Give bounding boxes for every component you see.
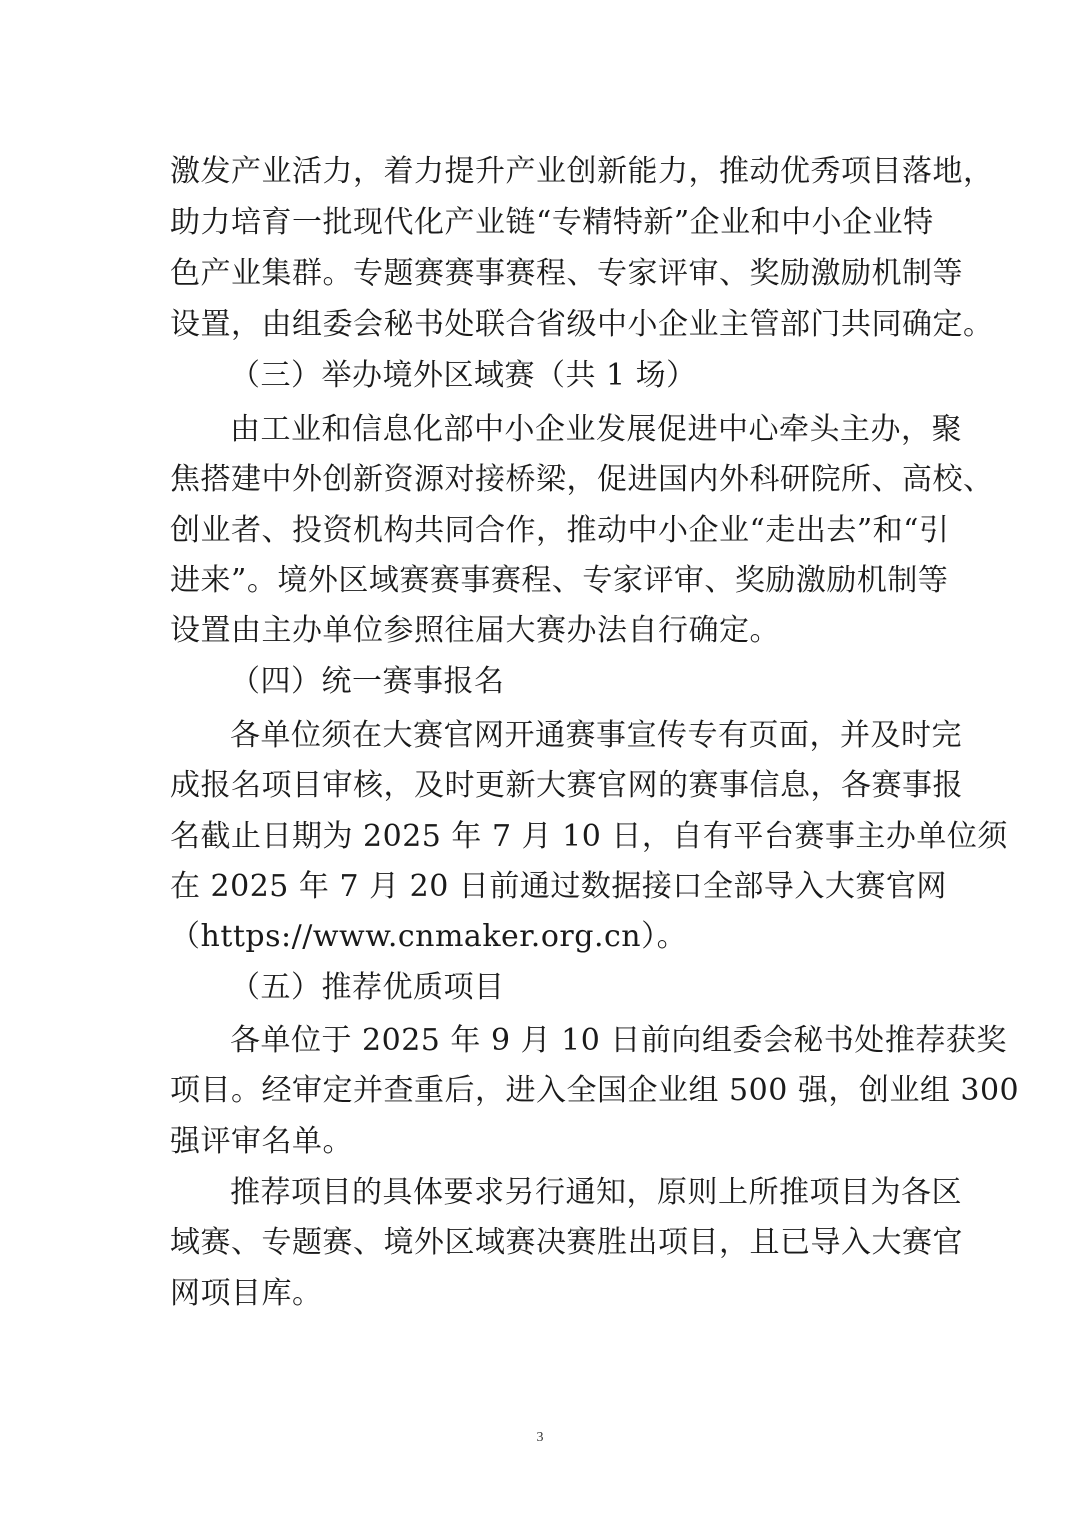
section-heading-4: （四）统一赛事报名 bbox=[230, 664, 505, 699]
section-heading-3: （三）举办境外区域赛（共 1 场） bbox=[230, 358, 697, 393]
paragraph-line: 各单位须在大赛官网开通赛事宣传专有页面，并及时完 bbox=[230, 718, 962, 753]
paragraph-line: 各单位于 2025 年 9 月 10 日前向组委会秘书处推荐获奖 bbox=[230, 1023, 1007, 1058]
page-number: 3 bbox=[536, 1430, 544, 1445]
paragraph-line: 进来”。境外区域赛赛事赛程、专家评审、奖励激励机制等 bbox=[170, 563, 949, 598]
paragraph-line: （https://www.cnmaker.org.cn）。 bbox=[170, 919, 688, 954]
paragraph-line: 助力培育一批现代化产业链“专精特新”企业和中小企业特 bbox=[170, 205, 934, 240]
paragraph-line: 名截止日期为 2025 年 7 月 10 日，自有平台赛事主办单位须 bbox=[170, 819, 1008, 854]
paragraph-line: 激发产业活力，着力提升产业创新能力，推动优秀项目落地， bbox=[170, 154, 994, 189]
paragraph-line: 项目。经审定并查重后，进入全国企业组 500 强，创业组 300 bbox=[170, 1073, 1020, 1108]
paragraph-line: 网项目库。 bbox=[170, 1276, 323, 1311]
paragraph-line: 创业者、投资机构共同合作，推动中小企业“走出去”和“引 bbox=[170, 513, 950, 548]
paragraph-line: 由工业和信息化部中小企业发展促进中心牵头主办，聚 bbox=[230, 412, 962, 447]
section-heading-5: （五）推荐优质项目 bbox=[230, 970, 505, 1005]
paragraph-line: 推荐项目的具体要求另行通知，原则上所推项目为各区 bbox=[230, 1175, 962, 1210]
paragraph-line: 域赛、专题赛、境外区域赛决赛胜出项目，且已导入大赛官 bbox=[170, 1225, 963, 1260]
paragraph-line: 设置，由组委会秘书处联合省级中小企业主管部门共同确定。 bbox=[170, 307, 994, 342]
paragraph-line: 强评审名单。 bbox=[170, 1124, 353, 1159]
paragraph-line: 色产业集群。专题赛赛事赛程、专家评审、奖励激励机制等 bbox=[170, 256, 963, 291]
paragraph-line: 设置由主办单位参照往届大赛办法自行确定。 bbox=[170, 613, 780, 648]
paragraph-line: 成报名项目审核，及时更新大赛官网的赛事信息，各赛事报 bbox=[170, 768, 963, 803]
paragraph-line: 在 2025 年 7 月 20 日前通过数据接口全部导入大赛官网 bbox=[170, 869, 947, 904]
paragraph-line: 焦搭建中外创新资源对接桥梁，促进国内外科研院所、高校、 bbox=[170, 462, 994, 497]
